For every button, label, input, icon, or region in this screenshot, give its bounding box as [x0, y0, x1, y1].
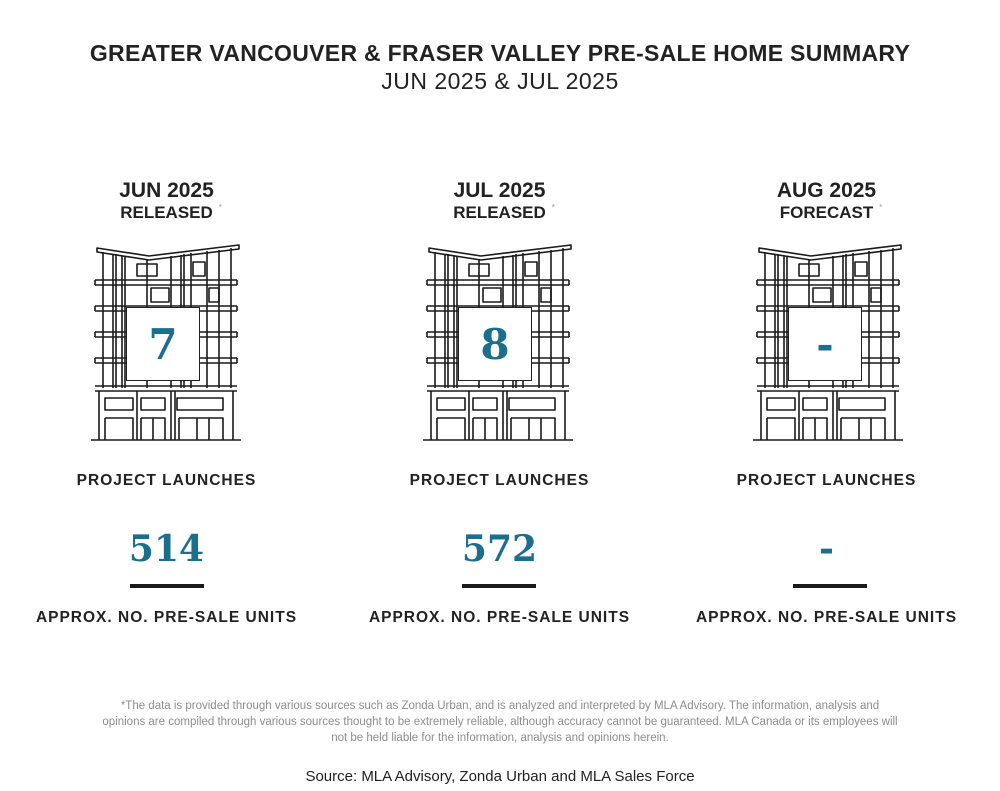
summary-column-aug — [660, 0, 993, 660]
column-heading — [660, 180, 993, 224]
project-launches-value: - — [788, 307, 862, 381]
footnote-asterisk: * — [879, 203, 883, 212]
column-heading — [0, 180, 333, 224]
units-divider — [130, 584, 204, 588]
pre-sale-units-label: APPROX. NO. PRE-SALE UNITS — [368, 609, 631, 626]
project-launches-label: PROJECT LAUNCHES — [409, 472, 590, 489]
page-subtitle: JUN 2025 & JUL 2025 — [381, 68, 619, 94]
pre-sale-units-value: 514 — [128, 528, 205, 570]
project-launches-value: 7 — [126, 307, 200, 381]
building-icon — [91, 240, 241, 445]
building-icon — [423, 240, 573, 445]
project-launches-value: 8 — [458, 307, 532, 381]
column-status-text: RELEASED — [120, 203, 213, 222]
pre-sale-units-label: APPROX. NO. PRE-SALE UNITS — [35, 609, 298, 626]
source-credit: Source: MLA Advisory, Zonda Urban and MLA Sales Force — [305, 768, 695, 785]
project-launches-label: PROJECT LAUNCHES — [736, 472, 917, 489]
column-status — [120, 202, 222, 224]
summary-column-jun — [0, 0, 333, 660]
footnote-asterisk: * — [551, 203, 555, 212]
column-status-text: RELEASED — [453, 203, 546, 222]
page-title: GREATER VANCOUVER & FRASER VALLEY PRE-SALE HOME SUMMARY — [89, 40, 911, 66]
column-status — [779, 202, 883, 224]
pre-sale-units-label: APPROX. NO. PRE-SALE UNITS — [695, 609, 958, 626]
disclaimer-text: *The data is provided through various sources such as Zonda Urban, and is analyzed and interpreted by MLA Advisory. The information, analysis and opinions are compiled through various sources thought to be extremely reliable, although accuracy cannot be guaranteed. MLA Canada or its employees will not be held liable for the information, analysis and opinions herein. — [102, 700, 898, 744]
column-heading — [333, 180, 666, 224]
summary-column-jul — [333, 0, 666, 660]
column-month: JUN 2025 — [119, 179, 214, 202]
units-divider — [793, 584, 867, 588]
column-month: JUL 2025 — [453, 179, 546, 202]
building-icon — [753, 240, 903, 445]
pre-sale-units-value: 572 — [461, 528, 538, 570]
column-status — [453, 202, 555, 224]
project-launches-label: PROJECT LAUNCHES — [76, 472, 257, 489]
column-month: AUG 2025 — [776, 179, 877, 202]
pre-sale-units-value: - — [819, 528, 834, 570]
footnote-asterisk: * — [218, 203, 222, 212]
units-divider — [462, 584, 536, 588]
column-status-text: FORECAST — [779, 203, 874, 222]
